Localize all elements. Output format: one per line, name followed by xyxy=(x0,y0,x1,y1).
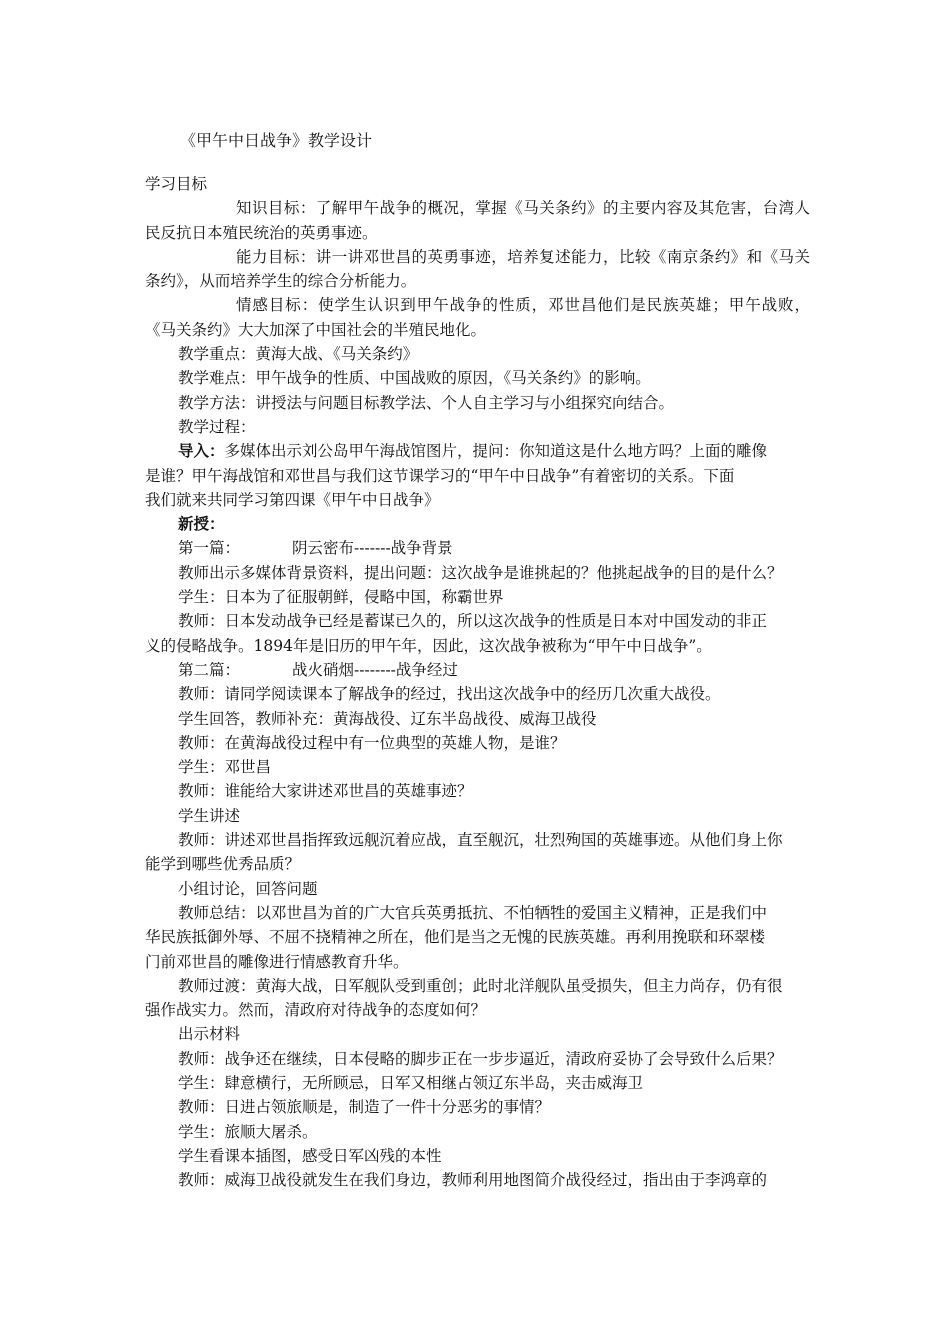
text-line: 学生回答，教师补充：黄海战役、辽东半岛战役、威海卫战役 xyxy=(178,709,597,728)
text-line: 教师出示多媒体背景资料，提出问题：这次战争是谁挑起的？他挑起战争的目的是什么？ xyxy=(178,563,783,582)
intro-label: 导入： xyxy=(178,441,225,461)
text-line xyxy=(145,512,810,536)
text-line: 小组讨论，回答问题 xyxy=(178,879,318,898)
text-line: 学生看课本插图，感受日军凶残的本性 xyxy=(178,1146,442,1165)
text-line: 教师：在黄海战役过程中有一位典型的英雄人物，是谁？ xyxy=(178,733,566,752)
text-line: 《马关条约》大大加深了中国社会的半殖民地化。 xyxy=(145,320,487,339)
text-line: 教师：请同学阅读课本了解战争的经过，找出这次战争中的经历几次重大战役。 xyxy=(178,685,721,704)
new-lesson-label: 新授： xyxy=(178,514,225,534)
text-line: 能学到哪些优秀品质？ xyxy=(145,855,301,874)
document-title: 《甲午中日战争》教学设计 xyxy=(180,131,373,150)
text-line: 教师：威海卫战役就发生在我们身边，教师利用地图简介战役经过，指出由于李鸿章的 xyxy=(178,1171,768,1190)
text-line: 教学过程： xyxy=(178,417,256,436)
text-line: 出示材料 xyxy=(178,1025,241,1044)
section1-label: 第一篇： xyxy=(178,539,241,558)
text-line: 教学难点：甲午战争的性质、中国战败的原因，《马关条约》的影响。 xyxy=(178,369,651,388)
text-line: 教学方法：讲授法与问题目标教学法、个人自主学习与小组探究向结合。 xyxy=(178,393,675,412)
text-line: 民反抗日本殖民统治的英勇事迹。 xyxy=(145,223,378,242)
text-line: 知识目标：了解甲午战争的概况，掌握《马关条约》的主要内容及其危害，台湾人 xyxy=(236,199,810,218)
text-line: 教师：日本发动战争已经是蓄谋已久的，所以这次战争的性质是日本对中国发动的非正 xyxy=(178,612,768,631)
text-line: 是谁？甲午海战馆和邓世昌与我们这节课学习的“甲午中日战争”有着密切的关系。下面 xyxy=(145,466,735,485)
text-line: 学习目标 xyxy=(145,175,208,193)
section1-title: 阴云密布-------战争背景 xyxy=(292,539,453,558)
text-line xyxy=(145,658,810,682)
text-line: 华民族抵御外辱、不屈不挠精神之所在，他们是当之无愧的民族英雄。再利用挽联和环翠楼 xyxy=(145,928,766,947)
text-line: 教师：战争还在继续，日本侵略的脚步正在一步步逼近，清政府妥协了会导致什么后果？ xyxy=(178,1049,783,1068)
document-body xyxy=(145,172,810,1192)
text-line: 学生讲述 xyxy=(178,806,241,825)
text-line: 教学重点：黄海大战、《马关条约》 xyxy=(178,345,419,364)
text-line: 教师过渡：黄海大战，日军舰队受到重创；此时北洋舰队虽受损失，但主力尚存，仍有很 xyxy=(178,976,783,995)
text-line: 教师：谁能给大家讲述邓世昌的英雄事迹？ xyxy=(178,782,473,801)
text-line: 义的侵略战争。1894年是旧历的甲午年，因此，这次战争被称为“甲午中日战争”。 xyxy=(145,636,712,655)
text-line: 强作战实力。然而，清政府对待战争的态度如何？ xyxy=(145,1001,487,1020)
text-line: 学生：日本为了征服朝鲜，侵略中国，称霸世界 xyxy=(178,588,504,607)
section2-label: 第二篇： xyxy=(178,660,241,679)
text-line: 门前邓世昌的雕像进行情感教育升华。 xyxy=(145,952,409,971)
intro-text: 多媒体出示刘公岛甲午海战馆图片，提问：你知道这是什么地方吗？上面的雕像 xyxy=(224,442,768,461)
text-line xyxy=(145,439,810,463)
text-line: 教师：讲述邓世昌指挥致远舰沉着应战，直至舰沉，壮烈殉国的英雄事迹。从他们身上你 xyxy=(178,831,783,850)
text-line: 我们就来共同学习第四课《甲午中日战争》 xyxy=(145,490,440,509)
text-line: 学生：旅顺大屠杀。 xyxy=(178,1122,318,1141)
text-line: 教师：日进占领旅顺是，制造了一件十分恶劣的事情？ xyxy=(178,1098,551,1117)
section2-title: 战火硝烟--------战争经过 xyxy=(292,660,458,679)
text-line: 能力目标：讲一讲邓世昌的英勇事迹，培养复述能力，比较《南京条约》和《马关 xyxy=(236,247,810,266)
text-line: 教师总结：以邓世昌为首的广大官兵英勇抵抗、不怕牺牲的爱国主义精神，正是我们中 xyxy=(178,903,768,922)
text-line: 条约》，从而培养学生的综合分析能力。 xyxy=(145,272,417,291)
text-line xyxy=(145,536,810,560)
text-line: 情感目标：使学生认识到甲午战争的性质，邓世昌他们是民族英雄；甲午战败， xyxy=(236,296,810,315)
text-line: 学生：邓世昌 xyxy=(178,758,272,777)
text-line: 学生：肆意横行，无所顾忌，日军又相继占领辽东半岛，夹击威海卫 xyxy=(178,1073,644,1092)
